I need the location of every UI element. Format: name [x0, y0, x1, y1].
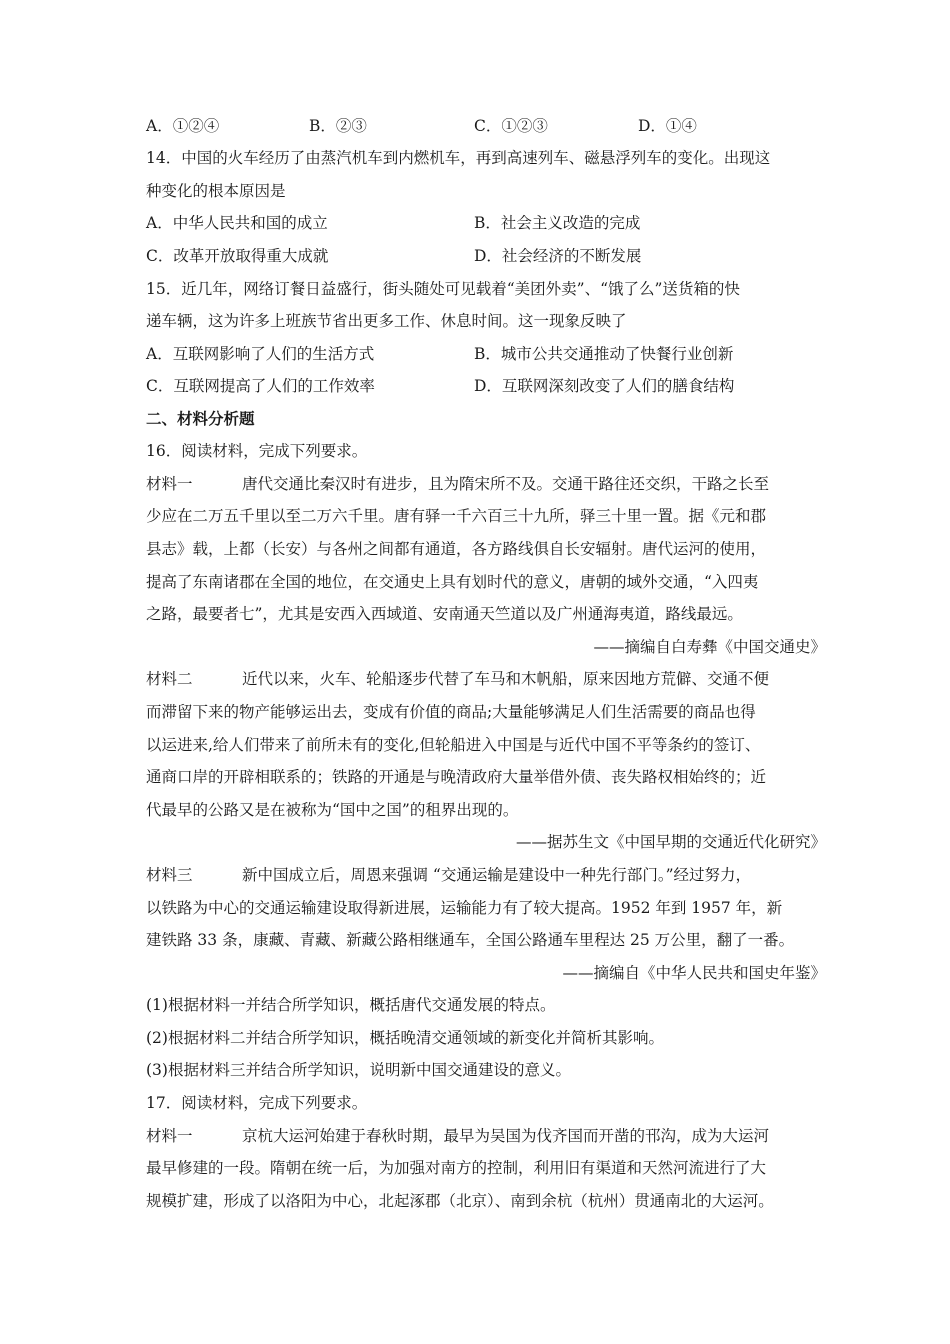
q17-material1-label: 材料一 — [146, 1127, 193, 1145]
q16-material3-line3: 建铁路 33 条，康藏、青藏、新藏公路相继通车，全国公路通车里程达 25 万公里，翻了一番。 — [146, 931, 795, 949]
q17-material1-line3: 规模扩建，形成了以洛阳为中心，北起涿郡（北京）、南到余杭（杭州）贯通南北的大运河。 — [146, 1192, 774, 1210]
q16-material3-line1 — [146, 865, 826, 885]
q16-material1-text1: 唐代交通比秦汉时有进步，且为隋宋所不及。交通干路往还交织，干路之长至 — [242, 475, 770, 493]
q16-question3: (3)根据材料三并结合所学知识，说明新中国交通建设的意义。 — [146, 1061, 571, 1079]
q16-material2-line3: 以运进来,给人们带来了前所未有的变化,但轮船进入中国是与近代中国不平等条约的签订、 — [146, 736, 761, 754]
q15-option-a: A．互联网影响了人们的生活方式 — [146, 345, 375, 363]
q14-option-c: C．改革开放取得重大成就 — [146, 247, 329, 265]
q16-material3-source: ——摘编自《中华人民共和国史年鉴》 — [562, 964, 826, 982]
q16-question1: (1)根据材料一并结合所学知识，概括唐代交通发展的特点。 — [146, 996, 556, 1014]
q14-option-b: B．社会主义改造的完成 — [474, 214, 641, 232]
q16-material1-label: 材料一 — [146, 475, 193, 493]
q16-material2-line1 — [146, 669, 826, 689]
q15-option-c: C．互联网提高了人们的工作效率 — [146, 377, 375, 395]
q16-material1-line1 — [146, 474, 826, 494]
q16-material2-line4: 通商口岸的开辟相联系的；铁路的开通是与晚清政府大量举借外债、丧失路权相始终的；近 — [146, 768, 767, 786]
q16-material1-source: ——摘编自白寿彝《中国交通史》 — [593, 638, 826, 656]
q14-option-a: A．中华人民共和国的成立 — [146, 214, 328, 232]
q16-material2-text1: 近代以来，火车、轮船逐步代替了车马和木帆船，原来因地方荒僻、交通不便 — [242, 670, 770, 688]
q15-stem-line1: 15．近几年，网络订餐日益盛行，街头随处可见载着“美团外卖”、“饿了么”送货箱的快 — [146, 280, 740, 298]
q16-material2-label: 材料二 — [146, 670, 193, 688]
q13-option-d: D．①④ — [638, 117, 697, 135]
q16-intro: 16．阅读材料，完成下列要求。 — [146, 442, 368, 460]
q17-material1-line2: 最早修建的一段。隋朝在统一后，为加强对南方的控制，利用旧有渠道和天然河流进行了大 — [146, 1159, 767, 1177]
q15-option-d: D．互联网深刻改变了人们的膳食结构 — [474, 377, 735, 395]
q16-material3-text1: 新中国成立后，周恩来强调 “交通运输是建设中一种先行部门。”经过努力， — [242, 866, 752, 884]
q16-material2-source: ——据苏生文《中国早期的交通近代化研究》 — [515, 833, 826, 851]
q17-material1-text1: 京杭大运河始建于春秋时期，最早为吴国为伐齐国而开凿的邗沟，成为大运河 — [242, 1127, 770, 1145]
q13-option-a: A．①②④ — [146, 117, 220, 135]
q16-material2-line5: 代最早的公路又是在被称为“国中之国”的租界出现的。 — [146, 801, 519, 819]
section-title: 二、材料分析题 — [146, 410, 255, 428]
q14-option-d: D．社会经济的不断发展 — [474, 247, 642, 265]
q17-material1-line1 — [146, 1126, 826, 1146]
q16-material1-line5: 之路，最要者七”，尤其是安西入西域道、安南通天竺道以及广州通海夷道，路线最远。 — [146, 605, 743, 623]
q14-stem-line2: 种变化的根本原因是 — [146, 182, 286, 200]
q16-material1-line2: 少应在二万五千里以至二万六千里。唐有驿一千六百三十九所，驿三十里一置。据《元和郡 — [146, 507, 767, 525]
q16-material1-line4: 提高了东南诸郡在全国的地位，在交通史上具有划时代的意义，唐朝的域外交通，“入四夷 — [146, 573, 759, 591]
q13-option-b: B．②③ — [309, 117, 367, 135]
q16-material2-line2: 而滞留下来的物产能够运出去，变成有价值的商品;大量能够满足人们生活需要的商品也得 — [146, 703, 756, 721]
q16-material3-line2: 以铁路为中心的交通运输建设取得新进展，运输能力有了较大提高。1952 年到 1957 年，新 — [146, 899, 783, 917]
q16-material3-label: 材料三 — [146, 866, 193, 884]
q16-material1-line3: 县志》载，上都（长安）与各州之间都有通道，各方路线俱自长安辐射。唐代运河的使用， — [146, 540, 767, 558]
q13-option-c: C．①②③ — [474, 117, 548, 135]
q14-stem-line1: 14．中国的火车经历了由蒸汽机车到内燃机车，再到高速列车、磁悬浮列车的变化。出现这 — [146, 149, 771, 167]
q15-stem-line2: 递车辆，这为许多上班族节省出更多工作、休息时间。这一现象反映了 — [146, 312, 627, 330]
q17-intro: 17．阅读材料，完成下列要求。 — [146, 1094, 368, 1112]
q15-option-b: B．城市公共交通推动了快餐行业创新 — [474, 345, 734, 363]
q16-question2: (2)根据材料二并结合所学知识，概括晚清交通领域的新变化并简析其影响。 — [146, 1029, 664, 1047]
